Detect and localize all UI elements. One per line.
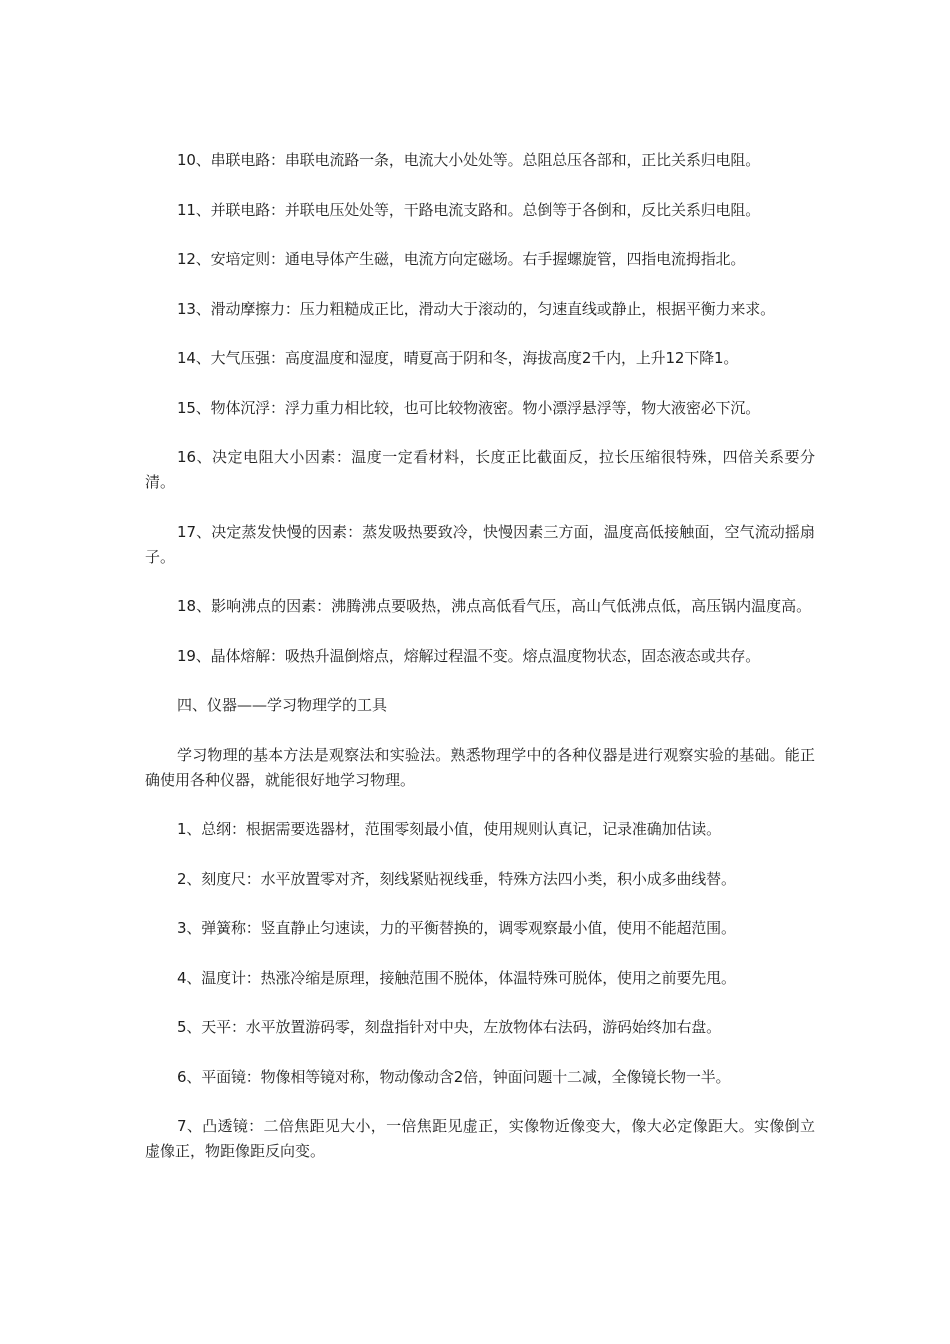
- paragraph-convex-lens: 7、凸透镜：二倍焦距见大小，一倍焦距见虚正，实像物近像变大，像大必定像距大。实像倒立虚像正，物距像距反向变。: [145, 1117, 815, 1160]
- paragraph-evaporation-factors: 17、决定蒸发快慢的因素：蒸发吸热要致冷，快慢因素三方面，温度高低接触面，空气流动摇扇子。: [145, 522, 815, 566]
- paragraph-sliding-friction: 13、滑动摩擦力：压力粗糙成正比，滑动大于滚动的，匀速直线或静止，根据平衡力来求。: [177, 299, 775, 318]
- paragraph-floating-sinking: 15、物体沉浮：浮力重力相比较，也可比较物液密。物小漂浮悬浮等，物大液密必下沉。: [177, 398, 761, 417]
- section-intro: 学习物理的基本方法是观察法和实验法。熟悉物理学中的各种仪器是进行观察实验的基础。能正确使用各种仪器，就能很好地学习物理。: [145, 745, 815, 789]
- paragraph-ampere-rule: 12、安培定则：通电导体产生磁，电流方向定磁场。右手握螺旋管，四指电流拇指北。: [177, 250, 746, 268]
- paragraph-thermometer: 4、温度计：热涨冷缩是原理，接触范围不脱体，体温特殊可脱体，使用之前要先甩。: [177, 968, 736, 987]
- paragraph-plane-mirror: 6、平面镜：物像相等镜对称，物动像动含2倍，钟面问题十二减，全像镜长物一半。: [177, 1067, 731, 1086]
- paragraph-parallel-circuit: 11、并联电路：并联电压处处等，干路电流支路和。总倒等于各倒和，反比关系归电阻。: [177, 200, 761, 219]
- paragraph-series-circuit: 10、串联电路：串联电流路一条，电流大小处处等。总阻总压各部和，正比关系归电阻。: [177, 151, 761, 169]
- paragraph-crystal-melting: 19、晶体熔解：吸热升温倒熔点，熔解过程温不变。熔点温度物状态，固态液态或共存。: [177, 646, 761, 665]
- document-page: [145, 148, 815, 1189]
- paragraph-atmospheric-pressure: 14、大气压强：高度温度和湿度，晴夏高于阴和冬，海拔高度2千内，上升12下降1。: [177, 349, 739, 367]
- paragraph-general-outline: 1、总纲：根据需要选器材，范围零刻最小值，使用规则认真记，记录准确加估读。: [177, 820, 721, 838]
- paragraph-boiling-point: 18、影响沸点的因素：沸腾沸点要吸热，沸点高低看气压，高山气低沸点低，高压锅内温度高。: [177, 597, 812, 615]
- paragraph-spring-scale: 3、弹簧称：竖直静止匀速读，力的平衡替换的，调零观察最小值，使用不能超范围。: [177, 919, 736, 937]
- paragraph-ruler: 2、刻度尺：水平放置零对齐，刻线紧贴视线垂，特殊方法四小类，积小成多曲线替。: [177, 869, 736, 888]
- paragraph-resistance-factors: 16、决定电阻大小因素：温度一定看材料，长度正比截面反，拉长压缩很特殊，四倍关系要分清。: [145, 448, 815, 491]
- section-heading: 四、仪器——学习物理学的工具: [177, 696, 388, 714]
- paragraph-balance: 5、天平：水平放置游码零，刻盘指针对中央，左放物体右法码，游码始终加右盘。: [177, 1018, 721, 1036]
